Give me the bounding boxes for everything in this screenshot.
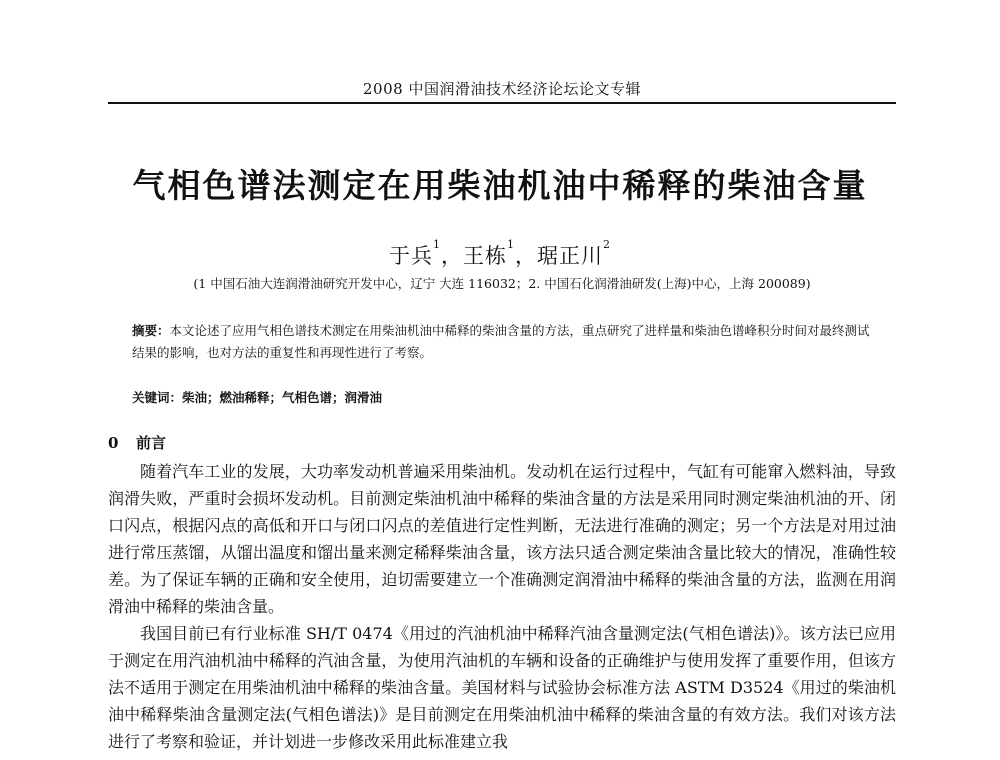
author-name: 琚正川	[537, 244, 603, 268]
section-title: 前言	[136, 434, 167, 452]
author-affiliation-mark: 1	[507, 238, 515, 251]
author-separator: ，	[515, 244, 537, 268]
keywords-label: 关键词：	[132, 390, 183, 405]
header-rule	[108, 102, 896, 104]
abstract-label: 摘要：	[132, 323, 170, 338]
paper-title: 气相色谱法测定在用柴油机油中稀释的柴油含量	[132, 166, 868, 205]
section-number: 0	[108, 434, 119, 452]
author-separator: ，	[441, 244, 463, 268]
author-name: 于兵	[389, 244, 433, 268]
body-text	[108, 458, 896, 755]
author-name: 王栋	[463, 244, 507, 268]
author-affiliation-mark: 1	[433, 238, 441, 251]
authors-line	[0, 240, 1000, 270]
paragraph: 随着汽车工业的发展，大功率发动机普遍采用柴油机。发动机在运行过程中，气缸有可能窜入燃料油，导致润滑失败，严重时会损坏发动机。目前测定柴油机油中稀释的柴油含量的方法是采用同时测定柴油机油的开、闭口闪点，根据闪点的高低和开口与闭口闪点的差值进行定性判断，无法进行准确的测定；另一个方法是对用过油进行常压蒸馏，从馏出温度和馏出量来测定稀释柴油含量，该方法只适合测定柴油含量比较大的情况，准确性较差。为了保证车辆的正确和安全使用，迫切需要建立一个准确测定润滑油中稀释的柴油含量的方法，监测在用润滑油中稀释的柴油含量。	[108, 462, 896, 616]
keywords-text: 柴油；燃油稀释；气相色谱；润滑油	[182, 390, 383, 405]
abstract-text: 本文论述了应用气相色谱技术测定在用柴油机油中稀释的柴油含量的方法，重点研究了进样量和柴油色谱峰积分时间对最终测试结果的影响，也对方法的重复性和再现性进行了考察。	[132, 323, 870, 360]
abstract	[132, 320, 872, 364]
running-header: 2008 中国润滑油技术经济论坛论文专辑	[363, 80, 641, 98]
keywords	[132, 388, 872, 406]
author-affiliation-mark: 2	[603, 238, 611, 251]
section-heading	[108, 432, 896, 453]
paragraph: 我国目前已有行业标准 SH/T 0474《用过的汽油机油中稀释汽油含量测定法(气相色谱法)》。该方法已应用于测定在用汽油机油中稀释的汽油含量，为使用汽油机的车辆和设备的正确维护与使用发挥了重要作用，但该方法不适用于测定在用柴油机油中稀释的柴油含量。美国材料与试验协会标准方法 ASTM D3524《用过的柴油机油中稀释柴油含量测定法(气相色谱法)》是目前测定在用柴油机油中稀释的柴油含量的有效方法。我们对该方法进行了考察和验证，并计划进一步修改采用此标准建立我	[108, 624, 896, 751]
affiliation: (1 中国石油大连润滑油研究开发中心，辽宁 大连 116032；2. 中国石化润滑油研发(上海)中心，上海 200089)	[193, 276, 811, 291]
